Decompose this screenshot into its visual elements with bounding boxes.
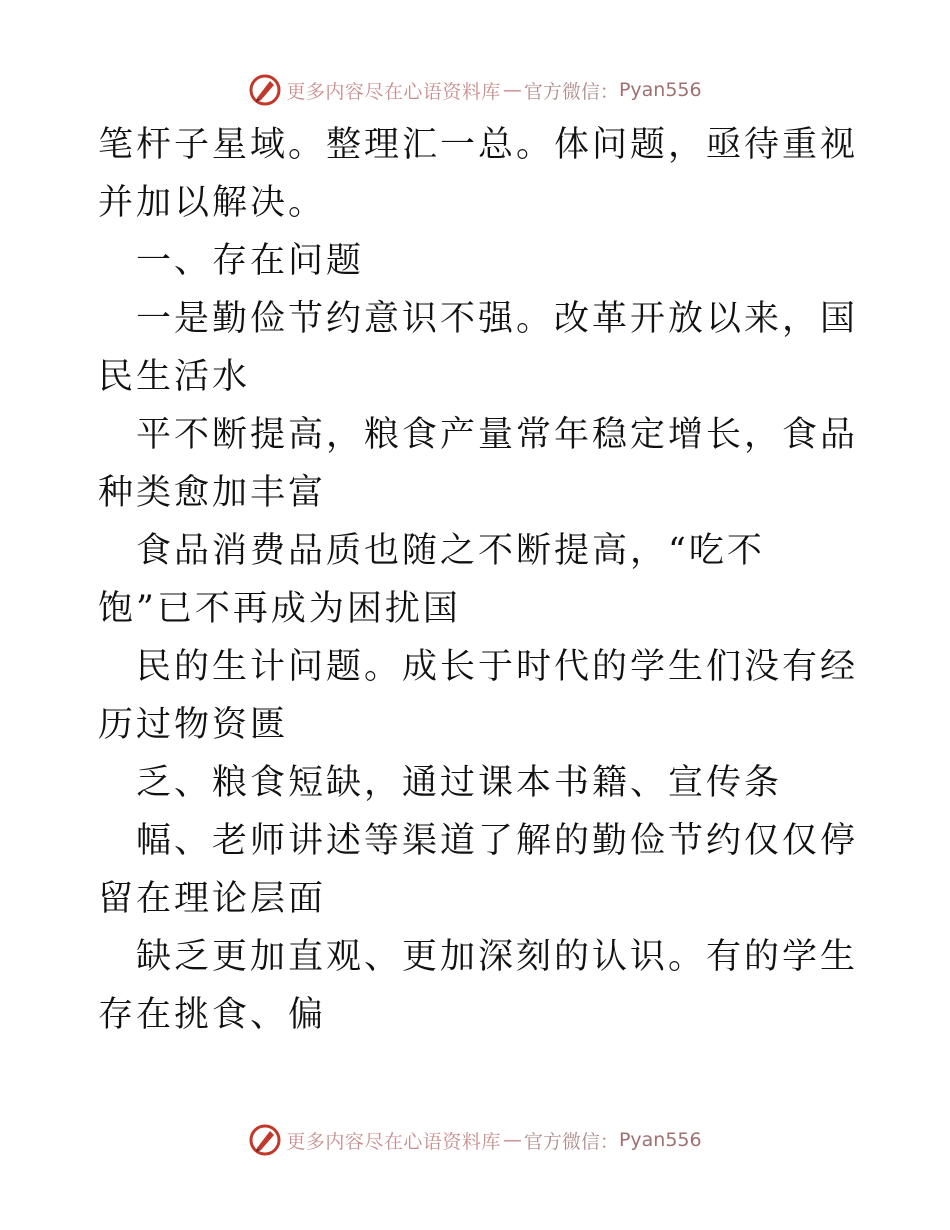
footer-watermark	[0, 1120, 950, 1160]
header-watermark	[0, 70, 950, 110]
paragraph-2: 一是勤俭节约意识不强。改革开放以来，国民生活水	[98, 299, 859, 397]
paragraph-8: 缺乏更加直观、更加深刻的认识。有的学生存在挑食、偏	[98, 937, 859, 1035]
pen-circle-logo-icon	[248, 1123, 282, 1157]
watermark-wechat-label: 官方微信：	[523, 1130, 619, 1153]
pen-circle-logo-icon	[248, 73, 282, 107]
watermark-text: 更多内容尽在心语资料库	[286, 1130, 501, 1153]
paragraph-6: 乏、粮食短缺，通过课本书籍、宣传条	[136, 763, 783, 803]
watermark-text: 更多内容尽在心语资料库	[286, 80, 501, 103]
watermark-wechat-id: Pyan556	[618, 1129, 702, 1151]
watermark-wechat-label: 官方微信：	[523, 80, 619, 103]
watermark-separator: —	[502, 1129, 522, 1151]
section-heading: 一、存在问题	[136, 241, 365, 281]
watermark-wechat-id: Pyan556	[618, 79, 702, 101]
paragraph-0: 笔杆子星域。整理汇一总。体问题，亟待重视并加以解决。	[98, 125, 859, 223]
document-body	[98, 116, 858, 1044]
watermark-separator: —	[502, 79, 522, 101]
paragraph-3: 平不断提高，粮食产量常年稳定增长，食品种类愈加丰富	[98, 415, 859, 513]
paragraph-4: 食品消费品质也随之不断提高，“吃不饱”已不再成为困扰国	[98, 531, 765, 629]
paragraph-5: 民的生计问题。成长于时代的学生们没有经历过物资匮	[98, 647, 859, 745]
paragraph-7: 幅、老师讲述等渠道了解的勤俭节约仅仅停留在理论层面	[98, 821, 859, 919]
